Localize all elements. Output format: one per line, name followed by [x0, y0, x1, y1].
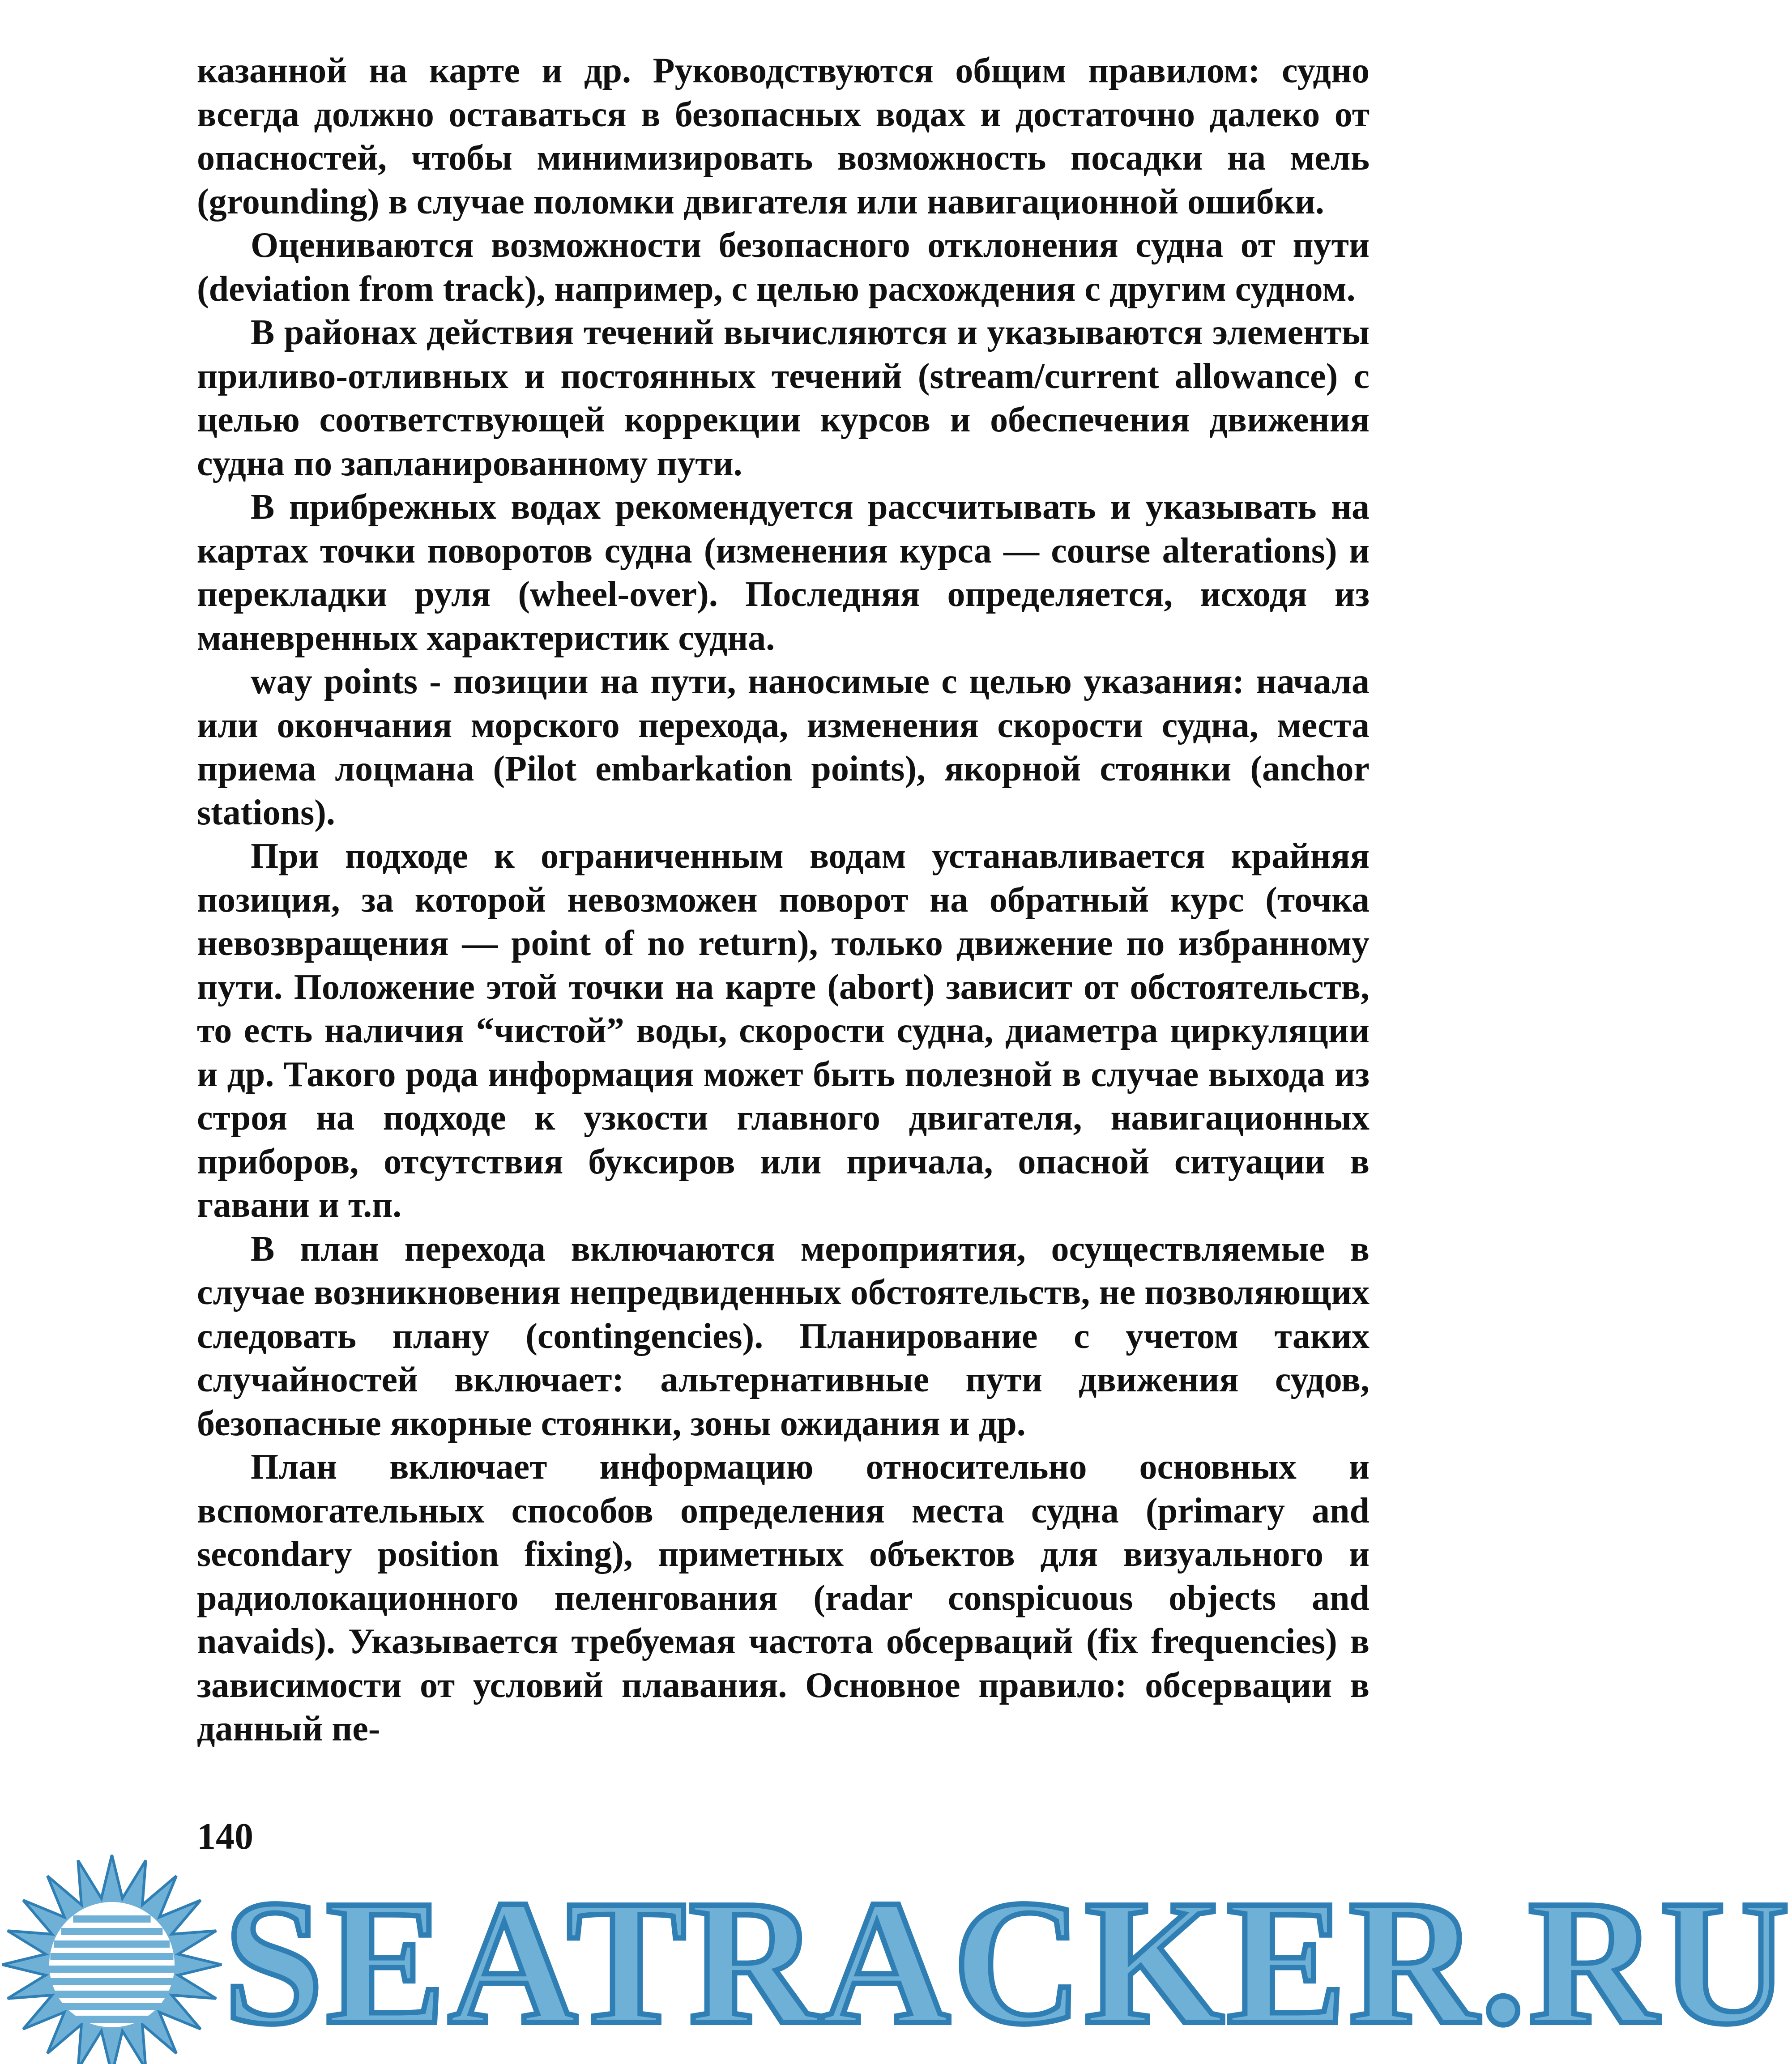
sun-stripe [63, 2003, 162, 2010]
paragraph-3: В районах действия течений вычисляются и указываются элементы приливо-отливных и постоянных течений (stream/current allowance) с целью соответствующей коррекции курсов и обеспечения движения судна по запланированному пути. [197, 313, 1370, 483]
paragraph-2: Оцениваются возможности безопасного отклонения судна от пути (deviation from track), например, с целью расхождения с другим судном. [197, 226, 1370, 309]
sun-stripe [54, 1940, 170, 1948]
paragraph-4: В прибрежных водах рекомендуется рассчитывать и указывать на картах точки поворотов судна (изменения курса — course alterations) и перекладки руля (wheel-over). Последняя определяется, исходя из маневренных характеристик судна. [197, 487, 1370, 658]
sun-stripe [76, 2016, 149, 2023]
paragraph-1: казанной на карте и др. Руководствуются общим правилом: судно всегда должно оставаться в безопасных водах и достаточно далеко от опасностей, чтобы минимизировать возможность посадки на мель (grounding) в случае поломки двигателя или навигационной ошибки. [197, 51, 1370, 222]
sun-stripe [73, 1915, 150, 1923]
paragraph-5: way points - позиции на пути, наносимые с целью указания: начала или окончания морского перехода, изменения скорости судна, места приема лоцмана (Pilot embarkation points), якорной стоянки (anchor stations). [197, 662, 1370, 832]
sun-stripe [51, 1978, 173, 1985]
sun-stripe [50, 1953, 173, 1960]
paragraph-6: При подходе к ограниченным водам устанавливается крайняя позиция, за которой невозможен поворот на обратный курс (точка невозвращения — point of no return), только движение по избранному пути. Положение этой точки на карте (abort) зависит от обстоятельств, то есть наличия “чистой” воды, скорости судна, диаметра циркуляции и др. Такого рода информация может быть полезной в случае выхода из строя на подходе к узкости главного двигателя, навигационных приборов, отсутствия буксиров или причала, опасной ситуации в гавани и т.п. [197, 836, 1370, 1225]
sun-stripe [61, 1928, 163, 1935]
sun-stripe [49, 1966, 175, 1973]
watermark-text: SEATRACKER.RU [224, 1863, 1792, 2061]
sun-icon [2, 1855, 222, 2064]
page-number: 140 [197, 1816, 253, 1857]
paragraph-8: План включает информацию относительно основных и вспомогательных способов определения места судна (primary and secondary position fixing), приметных объектов для визуального и радиолокационного пеленгования (radar conspicuous objects and navaids). Указывается требуемая частота обсерваций (fix frequencies) в зависимости от условий плавания. Основное правило: обсервации в данный пе- [197, 1447, 1370, 1748]
page-body [197, 49, 1370, 1751]
paragraph-7: В план перехода включаются мероприятия, осуществляемые в случае возникновения непредвиденных обстоятельств, не позволяющих следовать плану (contingencies). Планирование с учетом таких случайностей включает: альтернативные пути движения судов, безопасные якорные стоянки, зоны ожидания и др. [197, 1229, 1370, 1443]
sun-stripe [55, 1991, 169, 1998]
